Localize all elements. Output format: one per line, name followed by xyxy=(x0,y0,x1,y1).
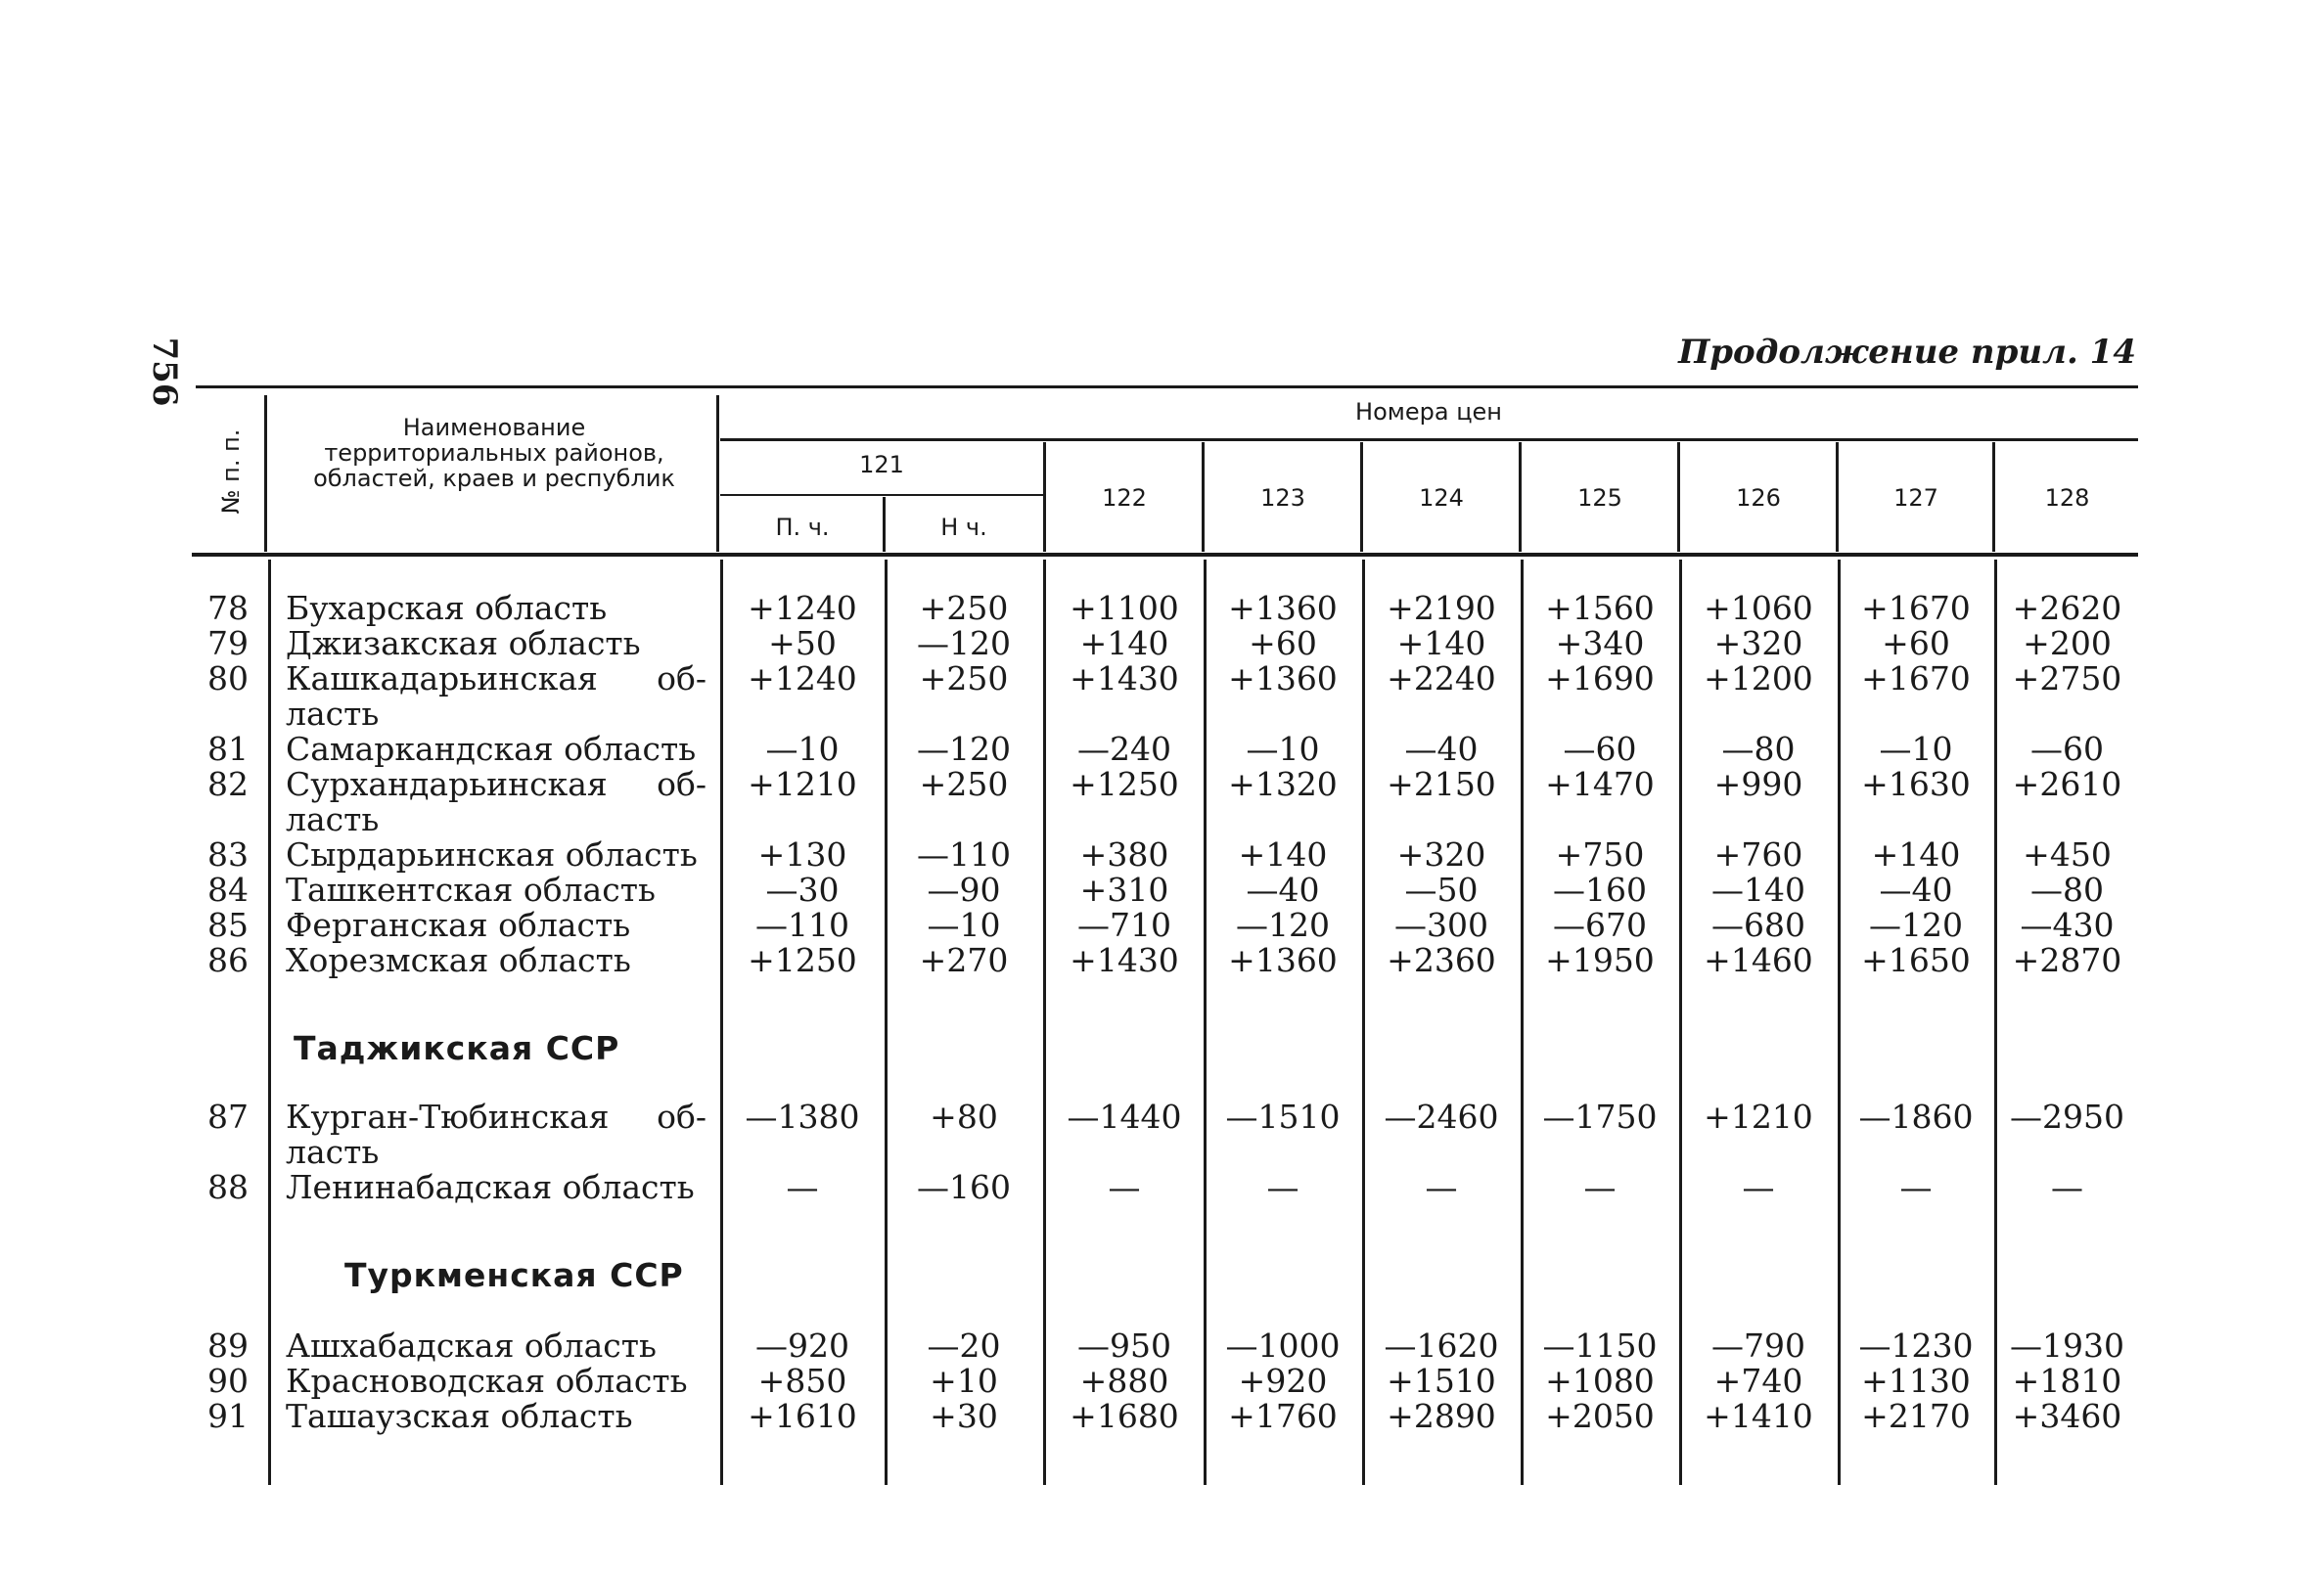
row-number: 84 xyxy=(207,871,249,909)
header-vline-7 xyxy=(1519,442,1522,552)
value-cell: —20 xyxy=(927,1327,1001,1365)
row-number: 86 xyxy=(207,941,249,979)
value-cell: —30 xyxy=(765,871,840,909)
region-name: Ферганская область xyxy=(286,906,631,944)
value-cell: +130 xyxy=(757,835,847,874)
value-cell: — xyxy=(1899,1168,1933,1206)
value-cell: +50 xyxy=(768,624,837,662)
value-cell: +1060 xyxy=(1704,589,1813,627)
header-bottom-rule xyxy=(192,553,2138,557)
row-number: 78 xyxy=(207,589,249,627)
header-prices-group: Номера цен xyxy=(1355,398,1502,426)
row-number: 79 xyxy=(207,624,249,662)
value-cell: —670 xyxy=(1553,906,1647,944)
value-cell: +450 xyxy=(2023,835,2112,874)
value-cell: —80 xyxy=(2030,871,2104,909)
value-cell: +310 xyxy=(1079,871,1169,909)
value-cell: +3460 xyxy=(2012,1397,2122,1435)
region-name: Курган-Тюбинская об- xyxy=(286,1098,706,1136)
value-cell: +80 xyxy=(930,1098,998,1136)
value-cell: +1610 xyxy=(748,1397,857,1435)
value-cell: —60 xyxy=(1563,730,1637,768)
value-cell: +380 xyxy=(1079,835,1169,874)
value-cell: +1100 xyxy=(1070,589,1179,627)
value-cell: — xyxy=(1108,1168,1141,1206)
value-cell: +1950 xyxy=(1545,941,1655,979)
value-cell: +880 xyxy=(1079,1362,1169,1400)
value-cell: —2460 xyxy=(1384,1098,1499,1136)
value-cell: +920 xyxy=(1238,1362,1328,1400)
value-cell: +1250 xyxy=(1070,765,1179,803)
row-number: 91 xyxy=(207,1397,249,1435)
page-number: 756 xyxy=(145,337,184,407)
value-cell: +250 xyxy=(919,589,1009,627)
value-cell: —1440 xyxy=(1067,1098,1182,1136)
value-cell: +1650 xyxy=(1861,941,1971,979)
value-cell: —40 xyxy=(1246,871,1320,909)
header-col-126: 126 xyxy=(1736,484,1781,512)
value-cell: +1670 xyxy=(1861,659,1971,697)
header-col-128: 128 xyxy=(2044,484,2090,512)
header-vline-3 xyxy=(883,497,886,552)
value-cell: +1200 xyxy=(1704,659,1813,697)
value-cell: +1430 xyxy=(1070,941,1179,979)
value-cell: —10 xyxy=(1879,730,1953,768)
value-cell: —40 xyxy=(1404,730,1479,768)
value-cell: +990 xyxy=(1713,765,1803,803)
value-cell: +2240 xyxy=(1387,659,1496,697)
region-name: Хорезмская область xyxy=(286,941,631,979)
row-number: 88 xyxy=(207,1168,249,1206)
value-cell: +750 xyxy=(1555,835,1645,874)
value-cell: —80 xyxy=(1721,730,1796,768)
value-cell: —2950 xyxy=(2010,1098,2124,1136)
value-cell: —1230 xyxy=(1858,1327,1974,1365)
value-cell: +850 xyxy=(757,1362,847,1400)
value-cell: +2170 xyxy=(1861,1397,1971,1435)
value-cell: — xyxy=(1742,1168,1775,1206)
value-cell: —160 xyxy=(917,1168,1011,1206)
value-cell: +320 xyxy=(1713,624,1803,662)
row-number: 90 xyxy=(207,1362,249,1400)
header-col-121: 121 xyxy=(859,451,904,478)
row-number: 87 xyxy=(207,1098,249,1136)
region-name: Бухарская область xyxy=(286,589,608,627)
value-cell: +1470 xyxy=(1545,765,1655,803)
value-cell: — xyxy=(2051,1168,2083,1206)
header-vline-6 xyxy=(1360,442,1363,552)
value-cell: +140 xyxy=(1396,624,1486,662)
body-vline-4 xyxy=(1043,560,1046,1485)
value-cell: +1460 xyxy=(1704,941,1813,979)
section-turkmen: Туркменская ССР xyxy=(344,1256,684,1294)
header-vline-1 xyxy=(264,395,267,552)
region-name-continuation: ласть xyxy=(286,1133,380,1171)
region-name: Ташаузская область xyxy=(286,1397,633,1435)
value-cell: +1240 xyxy=(748,659,857,697)
region-name: Ленинабадская область xyxy=(286,1168,695,1206)
value-cell: +2360 xyxy=(1387,941,1496,979)
value-cell: —120 xyxy=(1236,906,1330,944)
value-cell: —120 xyxy=(917,624,1011,662)
body-vline-1 xyxy=(268,560,271,1485)
region-name: Сырдарьинская область xyxy=(286,835,698,874)
value-cell: —1000 xyxy=(1225,1327,1341,1365)
value-cell: —1930 xyxy=(2010,1327,2124,1365)
value-cell: —110 xyxy=(755,906,849,944)
value-cell: —300 xyxy=(1394,906,1488,944)
value-cell: +1760 xyxy=(1228,1397,1338,1435)
value-cell: +60 xyxy=(1882,624,1950,662)
value-cell: +1210 xyxy=(748,765,857,803)
body-vline-2 xyxy=(720,560,723,1485)
header-col-123: 123 xyxy=(1260,484,1305,512)
value-cell: +1810 xyxy=(2012,1362,2122,1400)
region-name: Джизакская область xyxy=(286,624,641,662)
value-cell: +60 xyxy=(1249,624,1317,662)
header-col-125: 125 xyxy=(1577,484,1622,512)
value-cell: +2890 xyxy=(1387,1397,1496,1435)
value-cell: +200 xyxy=(2023,624,2112,662)
value-cell: +1240 xyxy=(748,589,857,627)
value-cell: — xyxy=(1583,1168,1617,1206)
value-cell: +1320 xyxy=(1228,765,1338,803)
value-cell: +320 xyxy=(1396,835,1486,874)
value-cell: —1750 xyxy=(1542,1098,1658,1136)
value-cell: +1410 xyxy=(1704,1397,1813,1435)
value-cell: +1670 xyxy=(1861,589,1971,627)
header-vline-9 xyxy=(1836,442,1839,552)
header-col-124: 124 xyxy=(1419,484,1464,512)
value-cell: +10 xyxy=(930,1362,998,1400)
region-name: Самаркандская область xyxy=(286,730,697,768)
value-cell: +1080 xyxy=(1545,1362,1655,1400)
value-cell: —160 xyxy=(1553,871,1647,909)
value-cell: —710 xyxy=(1077,906,1171,944)
value-cell: +2610 xyxy=(2012,765,2122,803)
value-cell: +1430 xyxy=(1070,659,1179,697)
value-cell: —10 xyxy=(765,730,840,768)
row-number: 81 xyxy=(207,730,249,768)
value-cell: +140 xyxy=(1871,835,1961,874)
value-cell: +250 xyxy=(919,659,1009,697)
header-vline-4 xyxy=(1043,442,1046,552)
row-number: 85 xyxy=(207,906,249,944)
header-vline-10 xyxy=(1992,442,1995,552)
region-name: Ашхабадская область xyxy=(286,1327,657,1365)
value-cell: +1210 xyxy=(1704,1098,1813,1136)
header-row-number: № п. п. xyxy=(217,428,245,515)
region-name: Ташкентская область xyxy=(286,871,656,909)
value-cell: —950 xyxy=(1077,1327,1171,1365)
header-vline-8 xyxy=(1677,442,1680,552)
header-col-121-a: П. ч. xyxy=(775,514,830,541)
row-number: 80 xyxy=(207,659,249,697)
value-cell: —430 xyxy=(2020,906,2115,944)
value-cell: —120 xyxy=(1869,906,1963,944)
value-cell: —90 xyxy=(927,871,1001,909)
value-cell: +760 xyxy=(1713,835,1803,874)
value-cell: —1380 xyxy=(745,1098,860,1136)
value-cell: — xyxy=(786,1168,819,1206)
value-cell: +1560 xyxy=(1545,589,1655,627)
value-cell: —790 xyxy=(1711,1327,1805,1365)
value-cell: +2050 xyxy=(1545,1397,1655,1435)
value-cell: — xyxy=(1425,1168,1458,1206)
header-col-121-b: Н ч. xyxy=(940,514,987,541)
row-number: 89 xyxy=(207,1327,249,1365)
value-cell: —40 xyxy=(1879,871,1953,909)
region-name: Кашкадарьинская об- xyxy=(286,659,706,697)
value-cell: +1360 xyxy=(1228,589,1338,627)
value-cell: —240 xyxy=(1077,730,1171,768)
value-cell: +1510 xyxy=(1387,1362,1496,1400)
region-name: Красноводская область xyxy=(286,1362,688,1400)
header-vline-5 xyxy=(1202,442,1205,552)
value-cell: —140 xyxy=(1711,871,1805,909)
value-cell: —680 xyxy=(1711,906,1805,944)
value-cell: +2190 xyxy=(1387,589,1496,627)
value-cell: — xyxy=(1266,1168,1299,1206)
header-col-127: 127 xyxy=(1893,484,1938,512)
top-rule xyxy=(196,385,2138,388)
value-cell: —10 xyxy=(927,906,1001,944)
value-cell: —10 xyxy=(1246,730,1320,768)
value-cell: +340 xyxy=(1555,624,1645,662)
row-number: 83 xyxy=(207,835,249,874)
value-cell: —1620 xyxy=(1384,1327,1499,1365)
value-cell: +140 xyxy=(1238,835,1328,874)
value-cell: —1510 xyxy=(1225,1098,1341,1136)
value-cell: +740 xyxy=(1713,1362,1803,1400)
value-cell: +140 xyxy=(1079,624,1169,662)
prices-group-rule xyxy=(720,438,2138,441)
region-name: Сурхандарьинская об- xyxy=(286,765,706,803)
value-cell: —1150 xyxy=(1542,1327,1658,1365)
header-vline-2 xyxy=(716,395,719,552)
region-name-continuation: ласть xyxy=(286,695,380,733)
value-cell: —50 xyxy=(1404,871,1479,909)
value-cell: —110 xyxy=(917,835,1011,874)
table-caption: Продолжение прил. 14 xyxy=(1678,333,2136,372)
value-cell: +1630 xyxy=(1861,765,1971,803)
value-cell: —120 xyxy=(917,730,1011,768)
value-cell: +2150 xyxy=(1387,765,1496,803)
value-cell: +1360 xyxy=(1228,941,1338,979)
value-cell: +30 xyxy=(930,1397,998,1435)
row-number: 82 xyxy=(207,765,249,803)
value-cell: +2620 xyxy=(2012,589,2122,627)
value-cell: +1130 xyxy=(1861,1362,1971,1400)
value-cell: —60 xyxy=(2030,730,2104,768)
region-name-continuation: ласть xyxy=(286,800,380,838)
value-cell: +1250 xyxy=(748,941,857,979)
col121-rule xyxy=(720,494,1043,496)
section-tajik: Таджикская ССР xyxy=(294,1029,620,1067)
value-cell: +250 xyxy=(919,765,1009,803)
value-cell: +1690 xyxy=(1545,659,1655,697)
value-cell: +2750 xyxy=(2012,659,2122,697)
header-name: Наименование территориальных районов, областей, краев и республик xyxy=(313,414,675,492)
header-col-122: 122 xyxy=(1102,484,1147,512)
value-cell: +2870 xyxy=(2012,941,2122,979)
value-cell: +1680 xyxy=(1070,1397,1179,1435)
value-cell: —1860 xyxy=(1858,1098,1974,1136)
value-cell: —920 xyxy=(755,1327,849,1365)
value-cell: +1360 xyxy=(1228,659,1338,697)
value-cell: +270 xyxy=(919,941,1009,979)
